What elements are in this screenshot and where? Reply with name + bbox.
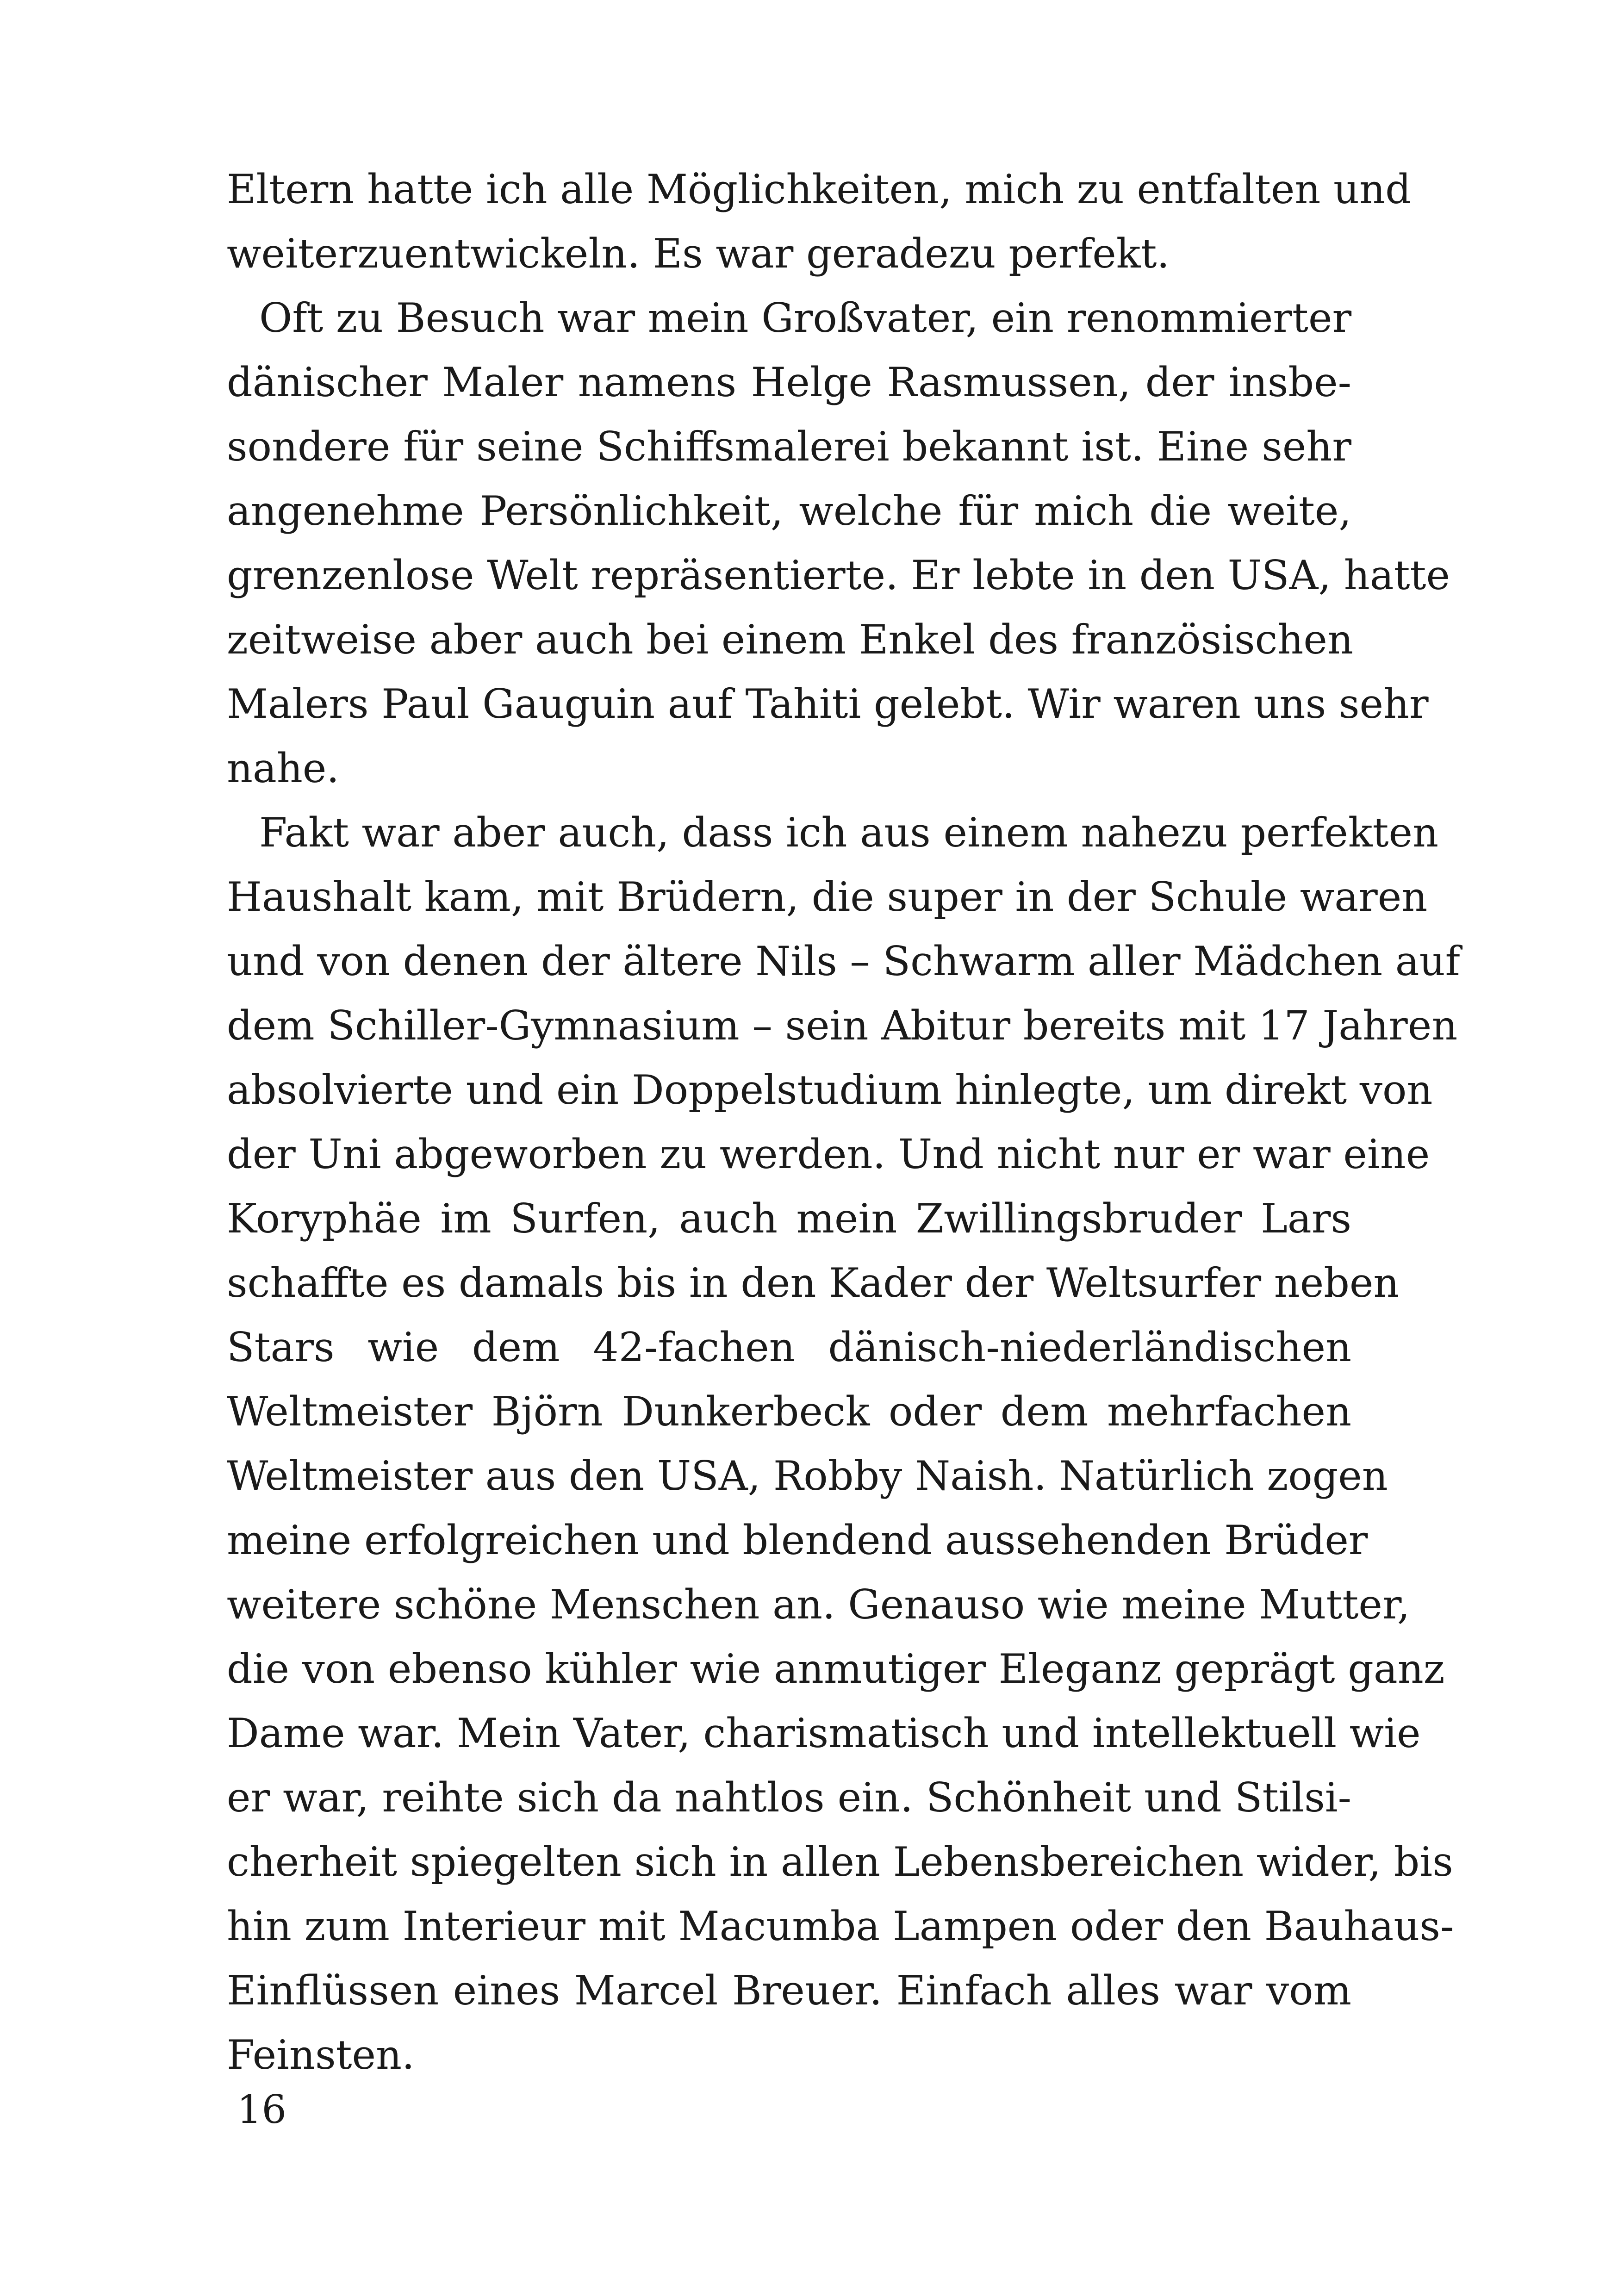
text-line: hin zum Interieur mit Macumba Lampen oder den Bauhaus- xyxy=(227,1903,1454,1950)
text-line: und von denen der ältere Nils – Schwarm aller Mädchen auf xyxy=(227,938,1460,985)
text-line: Oft zu Besuch war mein Großvater, ein renommierter xyxy=(259,294,1352,342)
text-line: Koryphäe im Surfen, auch mein Zwillingsbruder Lars xyxy=(227,1195,1351,1242)
text-line: schaffte es damals bis in den Kader der Weltsurfer neben xyxy=(227,1259,1400,1307)
body-text xyxy=(227,157,1460,2087)
text-line: Feinsten. xyxy=(227,2031,415,2078)
text-line: der Uni abgeworben zu werden. Und nicht nur er war eine xyxy=(227,1131,1430,1178)
text-line: Malers Paul Gauguin auf Tahiti gelebt. Wir waren uns sehr xyxy=(227,680,1429,728)
text-line: er war, reihte sich da nahtlos ein. Schönheit und Stilsi- xyxy=(227,1774,1351,1821)
text-line: weiterzuentwickeln. Es war geradezu perfekt. xyxy=(227,230,1170,277)
text-line: dem Schiller-Gymnasium – sein Abitur bereits mit 17 Jahren xyxy=(227,1002,1458,1049)
text-line: nahe. xyxy=(227,745,340,792)
text-line: Eltern hatte ich alle Möglichkeiten, mich zu entfalten und xyxy=(227,166,1411,213)
text-line: angenehme Persönlichkeit, welche für mich die weite, xyxy=(227,487,1351,535)
text-line: zeitweise aber auch bei einem Enkel des französischen xyxy=(227,616,1353,663)
text-line: Einflüssen eines Marcel Breuer. Einfach alles war vom xyxy=(227,1967,1351,2014)
text-line: Dame war. Mein Vater, charismatisch und intellektuell wie xyxy=(227,1710,1421,1757)
text-line: absolvierte und ein Doppelstudium hinlegte, um direkt von xyxy=(227,1066,1433,1114)
page-number: 16 xyxy=(237,2087,286,2132)
text-line: meine erfolgreichen und blendend aussehenden Brüder xyxy=(227,1517,1368,1564)
text-line: cherheit spiegelten sich in allen Lebensbereichen wider, bis xyxy=(227,1838,1453,1885)
text-line: weitere schöne Menschen an. Genauso wie meine Mutter, xyxy=(227,1581,1410,1628)
text-line: Weltmeister aus den USA, Robby Naish. Natürlich zogen xyxy=(227,1452,1388,1500)
text-line: die von ebenso kühler wie anmutiger Eleganz geprägt ganz xyxy=(227,1645,1445,1692)
text-line: grenzenlose Welt repräsentierte. Er lebte in den USA, hatte xyxy=(227,552,1450,599)
text-line: Weltmeister Björn Dunkerbeck oder dem mehrfachen xyxy=(227,1388,1351,1435)
text-line: Haushalt kam, mit Brüdern, die super in der Schule waren xyxy=(227,873,1428,921)
text-line: Fakt war aber auch, dass ich aus einem nahezu perfekten xyxy=(259,809,1439,856)
text-line: dänischer Maler namens Helge Rasmussen, der insbe- xyxy=(227,359,1351,406)
text-line: Stars wie dem 42-fachen dänisch-niederländischen xyxy=(227,1324,1351,1371)
text-line: sondere für seine Schiffsmalerei bekannt ist. Eine sehr xyxy=(227,423,1351,470)
